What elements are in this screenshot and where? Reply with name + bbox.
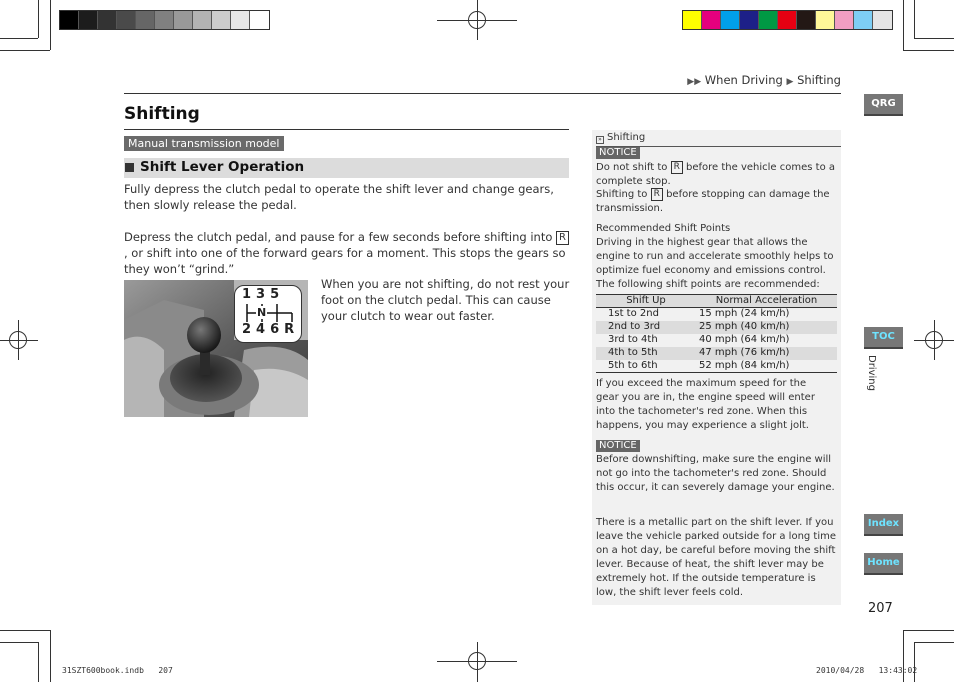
recommended-text: Driving in the highest gear that allows the engine to run and accelerate smoothly helps to optimize fuel economy and emissions control. The following shift points are recommended: bbox=[596, 237, 834, 290]
page-title: Shifting bbox=[124, 104, 200, 124]
table-cell: 5th to 6th bbox=[596, 360, 696, 373]
crop-mark bbox=[38, 0, 39, 38]
color-swatch bbox=[98, 11, 117, 29]
table-cell: 25 mph (40 km/h) bbox=[696, 321, 837, 334]
breadcrumb bbox=[687, 73, 841, 87]
color-swatch bbox=[117, 11, 136, 29]
crop-mark bbox=[0, 642, 38, 643]
table-cell: 4th to 5th bbox=[596, 347, 696, 360]
crop-mark bbox=[903, 50, 954, 51]
nav-tab-qrg[interactable]: QRG bbox=[864, 94, 903, 116]
color-swatch bbox=[721, 11, 740, 29]
color-swatch bbox=[683, 11, 702, 29]
model-tag: Manual transmission model bbox=[124, 136, 284, 151]
reverse-key-icon: R bbox=[671, 161, 683, 174]
nav-tab-toc[interactable]: TOC bbox=[864, 327, 903, 349]
color-swatch bbox=[740, 11, 759, 29]
table-cell: 52 mph (84 km/h) bbox=[696, 360, 837, 373]
crop-mark bbox=[903, 0, 904, 50]
color-swatch-strip bbox=[682, 10, 893, 30]
section-heading: Shift Lever Operation bbox=[140, 159, 305, 175]
table-row bbox=[596, 334, 837, 347]
reference-icon: » bbox=[596, 136, 604, 144]
crop-mark bbox=[903, 630, 954, 631]
color-swatch bbox=[212, 11, 231, 29]
paragraph-clutch: Fully depress the clutch pedal to operate the shift lever and change gears, then slowly release the pedal. bbox=[124, 182, 554, 212]
color-swatch bbox=[193, 11, 212, 29]
section-heading-bar bbox=[124, 158, 569, 178]
table-header: Normal Acceleration bbox=[696, 295, 837, 308]
section-side-label: Driving bbox=[866, 355, 877, 391]
breadcrumb-current: Shifting bbox=[797, 73, 841, 87]
gear-pattern-top-row: 135 bbox=[242, 287, 285, 302]
page-number: 207 bbox=[868, 601, 893, 616]
crop-mark bbox=[914, 0, 915, 38]
crop-mark bbox=[0, 38, 38, 39]
table-cell: 15 mph (24 km/h) bbox=[699, 308, 790, 320]
color-swatch bbox=[873, 11, 892, 29]
color-swatch bbox=[835, 11, 854, 29]
table-cell: 2nd to 3rd bbox=[596, 321, 696, 334]
table-row bbox=[596, 347, 837, 360]
gear-neutral-label: N bbox=[257, 306, 267, 319]
crop-mark bbox=[914, 642, 954, 643]
reverse-key-icon: R bbox=[651, 188, 663, 201]
shift-lever-photo bbox=[124, 280, 308, 417]
crop-mark bbox=[50, 0, 51, 50]
crop-mark bbox=[914, 642, 915, 682]
title-underline bbox=[124, 129, 569, 130]
notice-text-2: Shifting to R before stopping can damage the transmission. bbox=[596, 189, 830, 214]
crop-mark bbox=[0, 630, 50, 631]
color-swatch bbox=[136, 11, 155, 29]
metallic-part-text: There is a metallic part on the shift lever. If you leave the vehicle parked outside for a long time on a hot day, be careful before moving the shift lever. Because of heat, the shift lever may be extremely hot. If the outside temperature is low, the shift lever feels cold. bbox=[596, 517, 837, 598]
color-swatch bbox=[797, 11, 816, 29]
reverse-key-icon: R bbox=[556, 231, 569, 245]
color-swatch bbox=[250, 11, 269, 29]
color-swatch bbox=[816, 11, 835, 29]
nav-tab-home[interactable]: Home bbox=[864, 553, 903, 575]
color-swatch bbox=[759, 11, 778, 29]
crop-mark bbox=[0, 50, 50, 51]
notice-badge: NOTICE bbox=[596, 147, 640, 159]
arrow-icon: ▶ bbox=[786, 77, 794, 87]
double-arrow-icon: ▶▶ bbox=[687, 77, 702, 87]
table-row bbox=[596, 308, 837, 321]
recommended-title: Recommended Shift Points bbox=[596, 223, 731, 234]
table-header: Shift Up bbox=[596, 295, 696, 308]
color-swatch bbox=[60, 11, 79, 29]
square-bullet-icon bbox=[125, 163, 134, 172]
footer-date-info: 2010/04/28 13:43:02 bbox=[816, 666, 918, 675]
color-swatch bbox=[854, 11, 873, 29]
paragraph-clutch-rest: When you are not shifting, do not rest your foot on the clutch pedal. This can cause your clutch to wear out faster. bbox=[321, 277, 570, 323]
footer-file-info: 31SZT600book.indb 207 bbox=[62, 666, 173, 675]
paragraph-reverse: Depress the clutch pedal, and pause for a few seconds before shifting into R, or shift into one of the forward gears for a moment. This stops the gears so they won’t “grind.” bbox=[124, 229, 572, 277]
shift-points-table bbox=[596, 294, 837, 373]
crop-mark bbox=[914, 38, 954, 39]
color-swatch bbox=[155, 11, 174, 29]
color-swatch bbox=[702, 11, 721, 29]
breadcrumb-link-when-driving[interactable]: When Driving bbox=[704, 73, 783, 87]
notice-text-downshift: Before downshifting, make sure the engine will not go into the tachometer's red zone. Should this occur, it can severely damage your engine. bbox=[596, 454, 835, 493]
notice-text-1: Do not shift to R before the vehicle comes to a complete stop. bbox=[596, 162, 836, 187]
color-swatch bbox=[174, 11, 193, 29]
header-rule bbox=[124, 93, 841, 94]
table-cell: 3rd to 4th bbox=[608, 334, 658, 345]
color-swatch bbox=[231, 11, 250, 29]
sidebar-heading: » Shifting bbox=[596, 132, 645, 144]
color-swatch bbox=[778, 11, 797, 29]
table-header-row bbox=[596, 295, 837, 308]
nav-tab-index[interactable]: Index bbox=[864, 514, 903, 536]
table-row bbox=[596, 360, 837, 373]
gear-pattern-bottom-row: 246R bbox=[242, 322, 300, 337]
table-cell: 40 mph (64 km/h) bbox=[699, 334, 790, 345]
table-cell: 1st to 2nd bbox=[608, 308, 659, 320]
crop-mark bbox=[38, 642, 39, 682]
table-cell: 47 mph (76 km/h) bbox=[696, 347, 837, 360]
color-swatch bbox=[79, 11, 98, 29]
exceed-speed-text: If you exceed the maximum speed for the gear you are in, the engine speed will enter into the tachometer's red zone. When this happens, you may experience a slight jolt. bbox=[596, 378, 815, 431]
crop-mark bbox=[50, 630, 51, 682]
gear-gate-lines bbox=[243, 304, 297, 322]
gear-pattern-callout bbox=[234, 285, 302, 343]
gray-swatch-strip bbox=[59, 10, 270, 30]
table-row bbox=[596, 321, 837, 334]
notice-badge: NOTICE bbox=[596, 440, 640, 452]
